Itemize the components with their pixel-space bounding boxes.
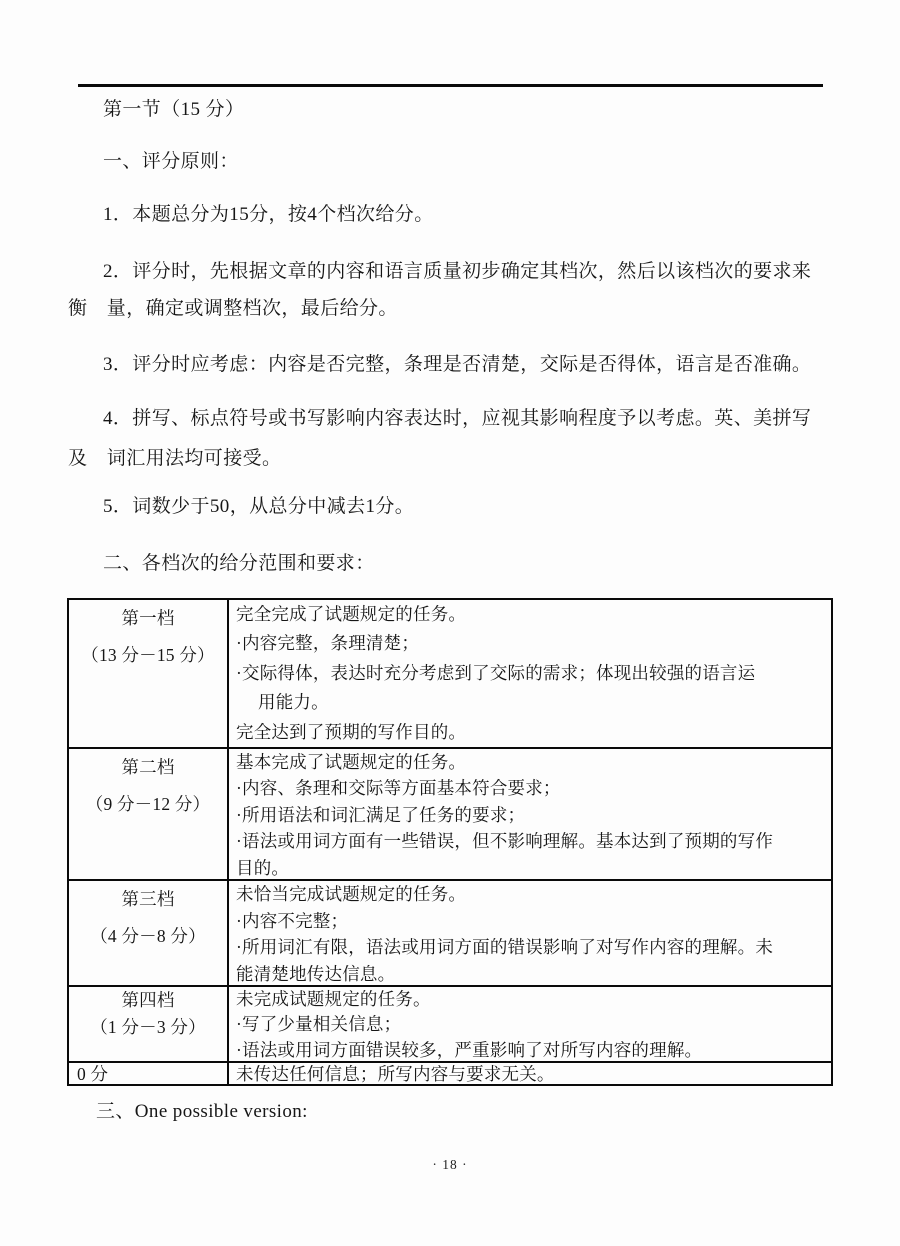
heading-possible-version: 三、One possible version: xyxy=(96,1101,308,1122)
rubric-row-grade-1 xyxy=(69,600,831,747)
rubric-row-zero xyxy=(69,1061,831,1084)
heading-scoring-principles: 一、评分原则： xyxy=(103,151,239,172)
criteria-cell xyxy=(229,749,831,879)
criteria-line: ·所用词汇有限，语法或用词方面的错误影响了对写作内容的理解。未 xyxy=(236,937,774,957)
rubric-row-grade-3 xyxy=(69,879,831,985)
criteria-line: ·内容、条理和交际等方面基本符合要求； xyxy=(236,778,561,799)
heading-grade-ranges: 二、各档次的给分范围和要求： xyxy=(103,553,375,574)
grade-range: （9 分－12 分） xyxy=(85,794,211,814)
rubric-row-grade-4 xyxy=(69,985,831,1061)
criteria-line: ·语法或用词方面错误较多，严重影响了对所写内容的理解。 xyxy=(236,1039,703,1060)
principle-item-4-line-2: 及 词汇用法均可接受。 xyxy=(68,448,282,469)
principle-item-2-line-1: 2．评分时，先根据文章的内容和语言质量初步确定其档次，然后以该档次的要求来 xyxy=(103,261,812,282)
grade-cell xyxy=(69,600,229,747)
grade-range: （1 分－3 分） xyxy=(90,1017,206,1037)
criteria-line: ·内容完整，条理清楚； xyxy=(236,633,420,654)
rubric-table xyxy=(67,598,833,1086)
criteria-line: 用能力。 xyxy=(258,692,329,713)
grade-cell xyxy=(69,749,229,879)
grade-cell xyxy=(69,987,229,1061)
principle-item-1: 1．本题总分为15分，按4个档次给分。 xyxy=(103,204,434,225)
page-number: · 18 · xyxy=(432,1157,468,1172)
criteria-line: 完全达到了预期的写作目的。 xyxy=(236,721,467,742)
criteria-cell xyxy=(229,1063,831,1084)
grade-label: 第二档 xyxy=(121,757,175,777)
top-rule-divider xyxy=(78,84,823,87)
criteria-line: ·交际得体，表达时充分考虑到了交际的需求；体现出较强的语言运 xyxy=(236,662,756,683)
rubric-row-grade-2 xyxy=(69,747,831,879)
criteria-line: ·所用语法和词汇满足了任务的要求； xyxy=(236,804,526,825)
principle-item-2-line-2: 衡 量，确定或调整档次，最后给分。 xyxy=(68,298,398,319)
section-title: 第一节（15 分） xyxy=(103,99,245,120)
criteria-line: 未恰当完成试题规定的任务。 xyxy=(236,884,467,904)
criteria-line: ·写了少量相关信息； xyxy=(236,1014,402,1035)
criteria-line: 能清楚地传达信息。 xyxy=(236,963,396,984)
grade-cell xyxy=(69,1063,229,1084)
grade-label: 第三档 xyxy=(121,889,175,909)
grade-cell xyxy=(69,881,229,985)
criteria-line: ·语法或用词方面有一些错误，但不影响理解。基本达到了预期的写作 xyxy=(236,831,774,852)
criteria-line: 基本完成了试题规定的任务。 xyxy=(236,752,467,772)
principle-item-5: 5．词数少于50，从总分中减去1分。 xyxy=(103,496,415,517)
grade-range: （13 分－15 分） xyxy=(81,645,215,665)
criteria-cell xyxy=(229,881,831,985)
criteria-line: 未完成试题规定的任务。 xyxy=(236,989,431,1009)
grade-range: （4 分－8 分） xyxy=(90,926,206,946)
criteria-line: 完全完成了试题规定的任务。 xyxy=(236,604,467,624)
grade-label: 第一档 xyxy=(121,608,175,628)
principle-item-4-line-1: 4．拼写、标点符号或书写影响内容表达时，应视其影响程度予以考虑。英、美拼写 xyxy=(103,408,812,429)
criteria-cell xyxy=(229,987,831,1061)
criteria-line: 目的。 xyxy=(236,857,290,878)
criteria-line: 未传达任何信息；所写内容与要求无关。 xyxy=(236,1064,555,1084)
grade-label: 0 分 xyxy=(77,1064,109,1084)
criteria-cell xyxy=(229,600,831,747)
grade-label: 第四档 xyxy=(121,990,175,1010)
criteria-line: ·内容不完整； xyxy=(236,910,349,931)
principle-item-3: 3．评分时应考虑：内容是否完整，条理是否清楚，交际是否得体，语言是否准确。 xyxy=(103,354,812,375)
